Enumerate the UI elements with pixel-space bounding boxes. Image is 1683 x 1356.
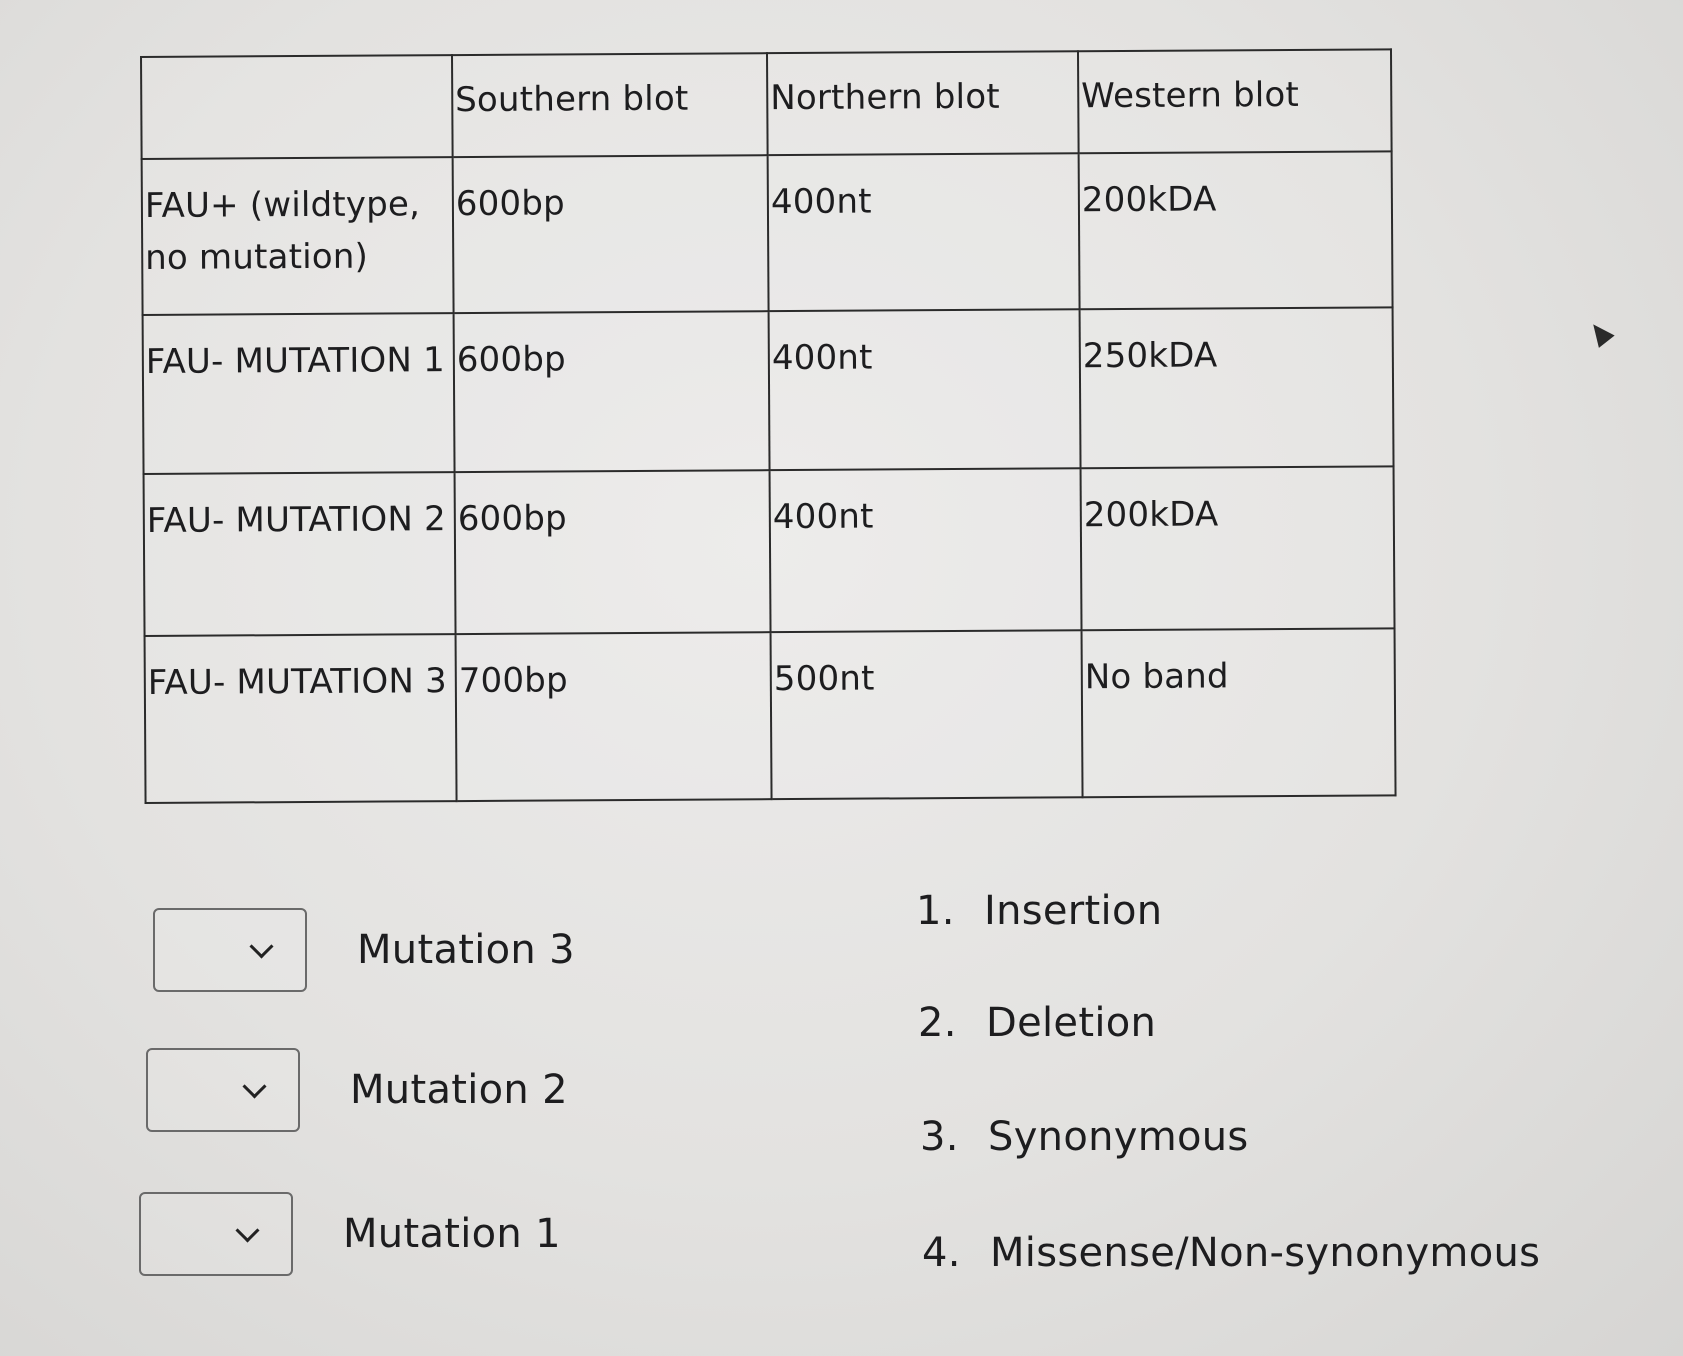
western-blot-cell: 200kDA <box>1080 466 1394 630</box>
table-row <box>142 151 1393 315</box>
answer-select-mutation-1[interactable] <box>139 1192 293 1276</box>
option-number: 4. <box>922 1230 961 1276</box>
western-blot-cell: No band <box>1081 629 1395 798</box>
header-cell-western-blot: Western blot <box>1078 49 1392 153</box>
southern-blot-cell: 600bp <box>454 312 770 472</box>
southern-blot-cell: 700bp <box>455 632 771 801</box>
northern-blot-cell: 500nt <box>771 631 1083 800</box>
row-label-cell: FAU- MUTATION 3 <box>145 634 457 803</box>
chevron-down-icon <box>242 1074 266 1098</box>
row-label-cell: FAU+ (wildtype, no mutation) <box>142 157 454 315</box>
northern-blot-cell: 400nt <box>769 310 1081 470</box>
match-label: Mutation 2 <box>350 1067 568 1113</box>
answer-option <box>916 888 1162 934</box>
table-row <box>143 308 1394 474</box>
option-label: Missense/Non-synonymous <box>990 1230 1541 1276</box>
option-number: 1. <box>916 888 955 934</box>
option-label: Synonymous <box>988 1114 1249 1160</box>
northern-blot-cell: 400nt <box>770 468 1082 632</box>
northern-blot-cell: 400nt <box>768 153 1080 311</box>
option-number: 2. <box>918 1000 957 1046</box>
row-label-cell: FAU- MUTATION 2 <box>144 472 456 636</box>
match-item-mutation-1 <box>139 1192 561 1276</box>
answer-select-mutation-2[interactable] <box>146 1048 300 1132</box>
match-label: Mutation 1 <box>343 1211 561 1257</box>
answer-select-mutation-3[interactable] <box>153 908 307 992</box>
header-cell-southern-blot: Southern blot <box>452 53 768 157</box>
match-item-mutation-3 <box>153 908 575 992</box>
option-label: Insertion <box>984 888 1163 934</box>
header-cell-empty <box>141 55 453 159</box>
chevron-down-icon <box>235 1218 259 1242</box>
answer-option <box>918 1000 1156 1046</box>
answer-option <box>922 1230 1540 1276</box>
cursor-icon <box>1585 318 1614 348</box>
option-number: 3. <box>920 1114 959 1160</box>
southern-blot-cell: 600bp <box>453 155 769 313</box>
southern-blot-cell: 600bp <box>454 470 770 634</box>
blot-results-table <box>140 48 1397 804</box>
western-blot-cell: 200kDA <box>1079 151 1393 309</box>
match-label: Mutation 3 <box>357 927 575 973</box>
western-blot-cell: 250kDA <box>1080 308 1394 468</box>
row-label-cell: FAU- MUTATION 1 <box>143 313 455 473</box>
header-cell-northern-blot: Northern blot <box>767 51 1079 155</box>
chevron-down-icon <box>249 934 273 958</box>
option-label: Deletion <box>986 1000 1157 1046</box>
table-row <box>145 629 1396 803</box>
answer-option <box>920 1114 1249 1160</box>
table-row <box>144 466 1395 636</box>
match-item-mutation-2 <box>146 1048 568 1132</box>
table-header-row <box>141 49 1392 159</box>
